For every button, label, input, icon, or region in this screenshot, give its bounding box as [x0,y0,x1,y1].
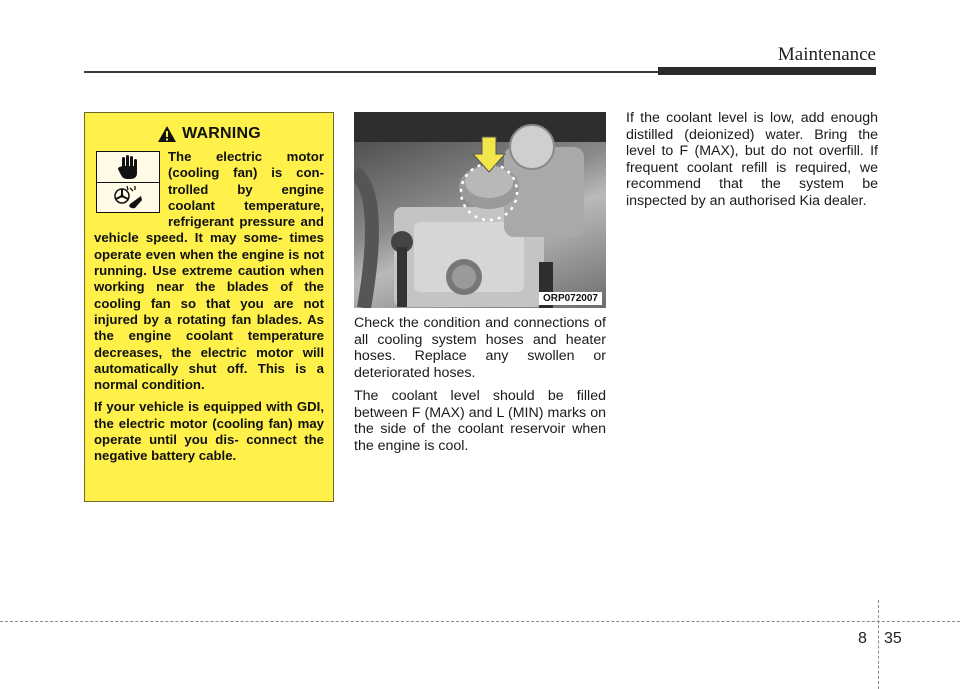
body-paragraph: If the coolant level is low, add enough distilled (deionized) water. Bring the level to F (MAX), but do not overfill. If frequent coolant refill is required, we recommend that the system be inspected by an authorised Kia dealer. [626,110,878,209]
page-number: 35 [884,630,902,647]
footer-divider [878,600,879,689]
body-paragraph: Check the condition and connections of all cooling system hoses and heater hoses. Replace any swollen or deteriorated hoses. [354,315,606,381]
engine-bay-photo [354,112,606,308]
chapter-number: 8 [858,630,867,647]
section-title: Maintenance [777,44,876,65]
photo-code: ORP072007 [539,292,602,305]
footer-rule [0,621,960,622]
stop-hand-icon [97,152,159,182]
header-rule [84,71,658,73]
warning-triangle-icon [157,125,177,143]
body-text-column [354,315,606,461]
warning-header [94,123,324,145]
header-accent-bar [658,67,876,75]
body-paragraph: The coolant level should be filled between F (MAX) and L (MIN) marks on the side of the coolant reservoir when the engine is cool. [354,388,606,454]
warning-title: WARNING [182,125,261,142]
warning-paragraph: The electric motor (cooling fan) is con- trolled by engine coolant temperature, refrigerant pressure and vehicle speed. It may some- times operate even when the engine is not running. Use extreme caution when working near the blades of the cooling fan so that you are not injured by a rotating fan blades. As the engine coolant temperature decreases, the electric motor will automatically shut off. This is a normal condition. [94,149,324,393]
warning-box [84,112,334,502]
right-text-column [626,110,878,216]
warning-icons [96,151,160,213]
fan-hazard-icon [97,182,159,213]
warning-paragraph: If your vehicle is equipped with GDI, the electric motor (cooling fan) may operate until you dis- connect the negative battery cable. [94,399,324,464]
